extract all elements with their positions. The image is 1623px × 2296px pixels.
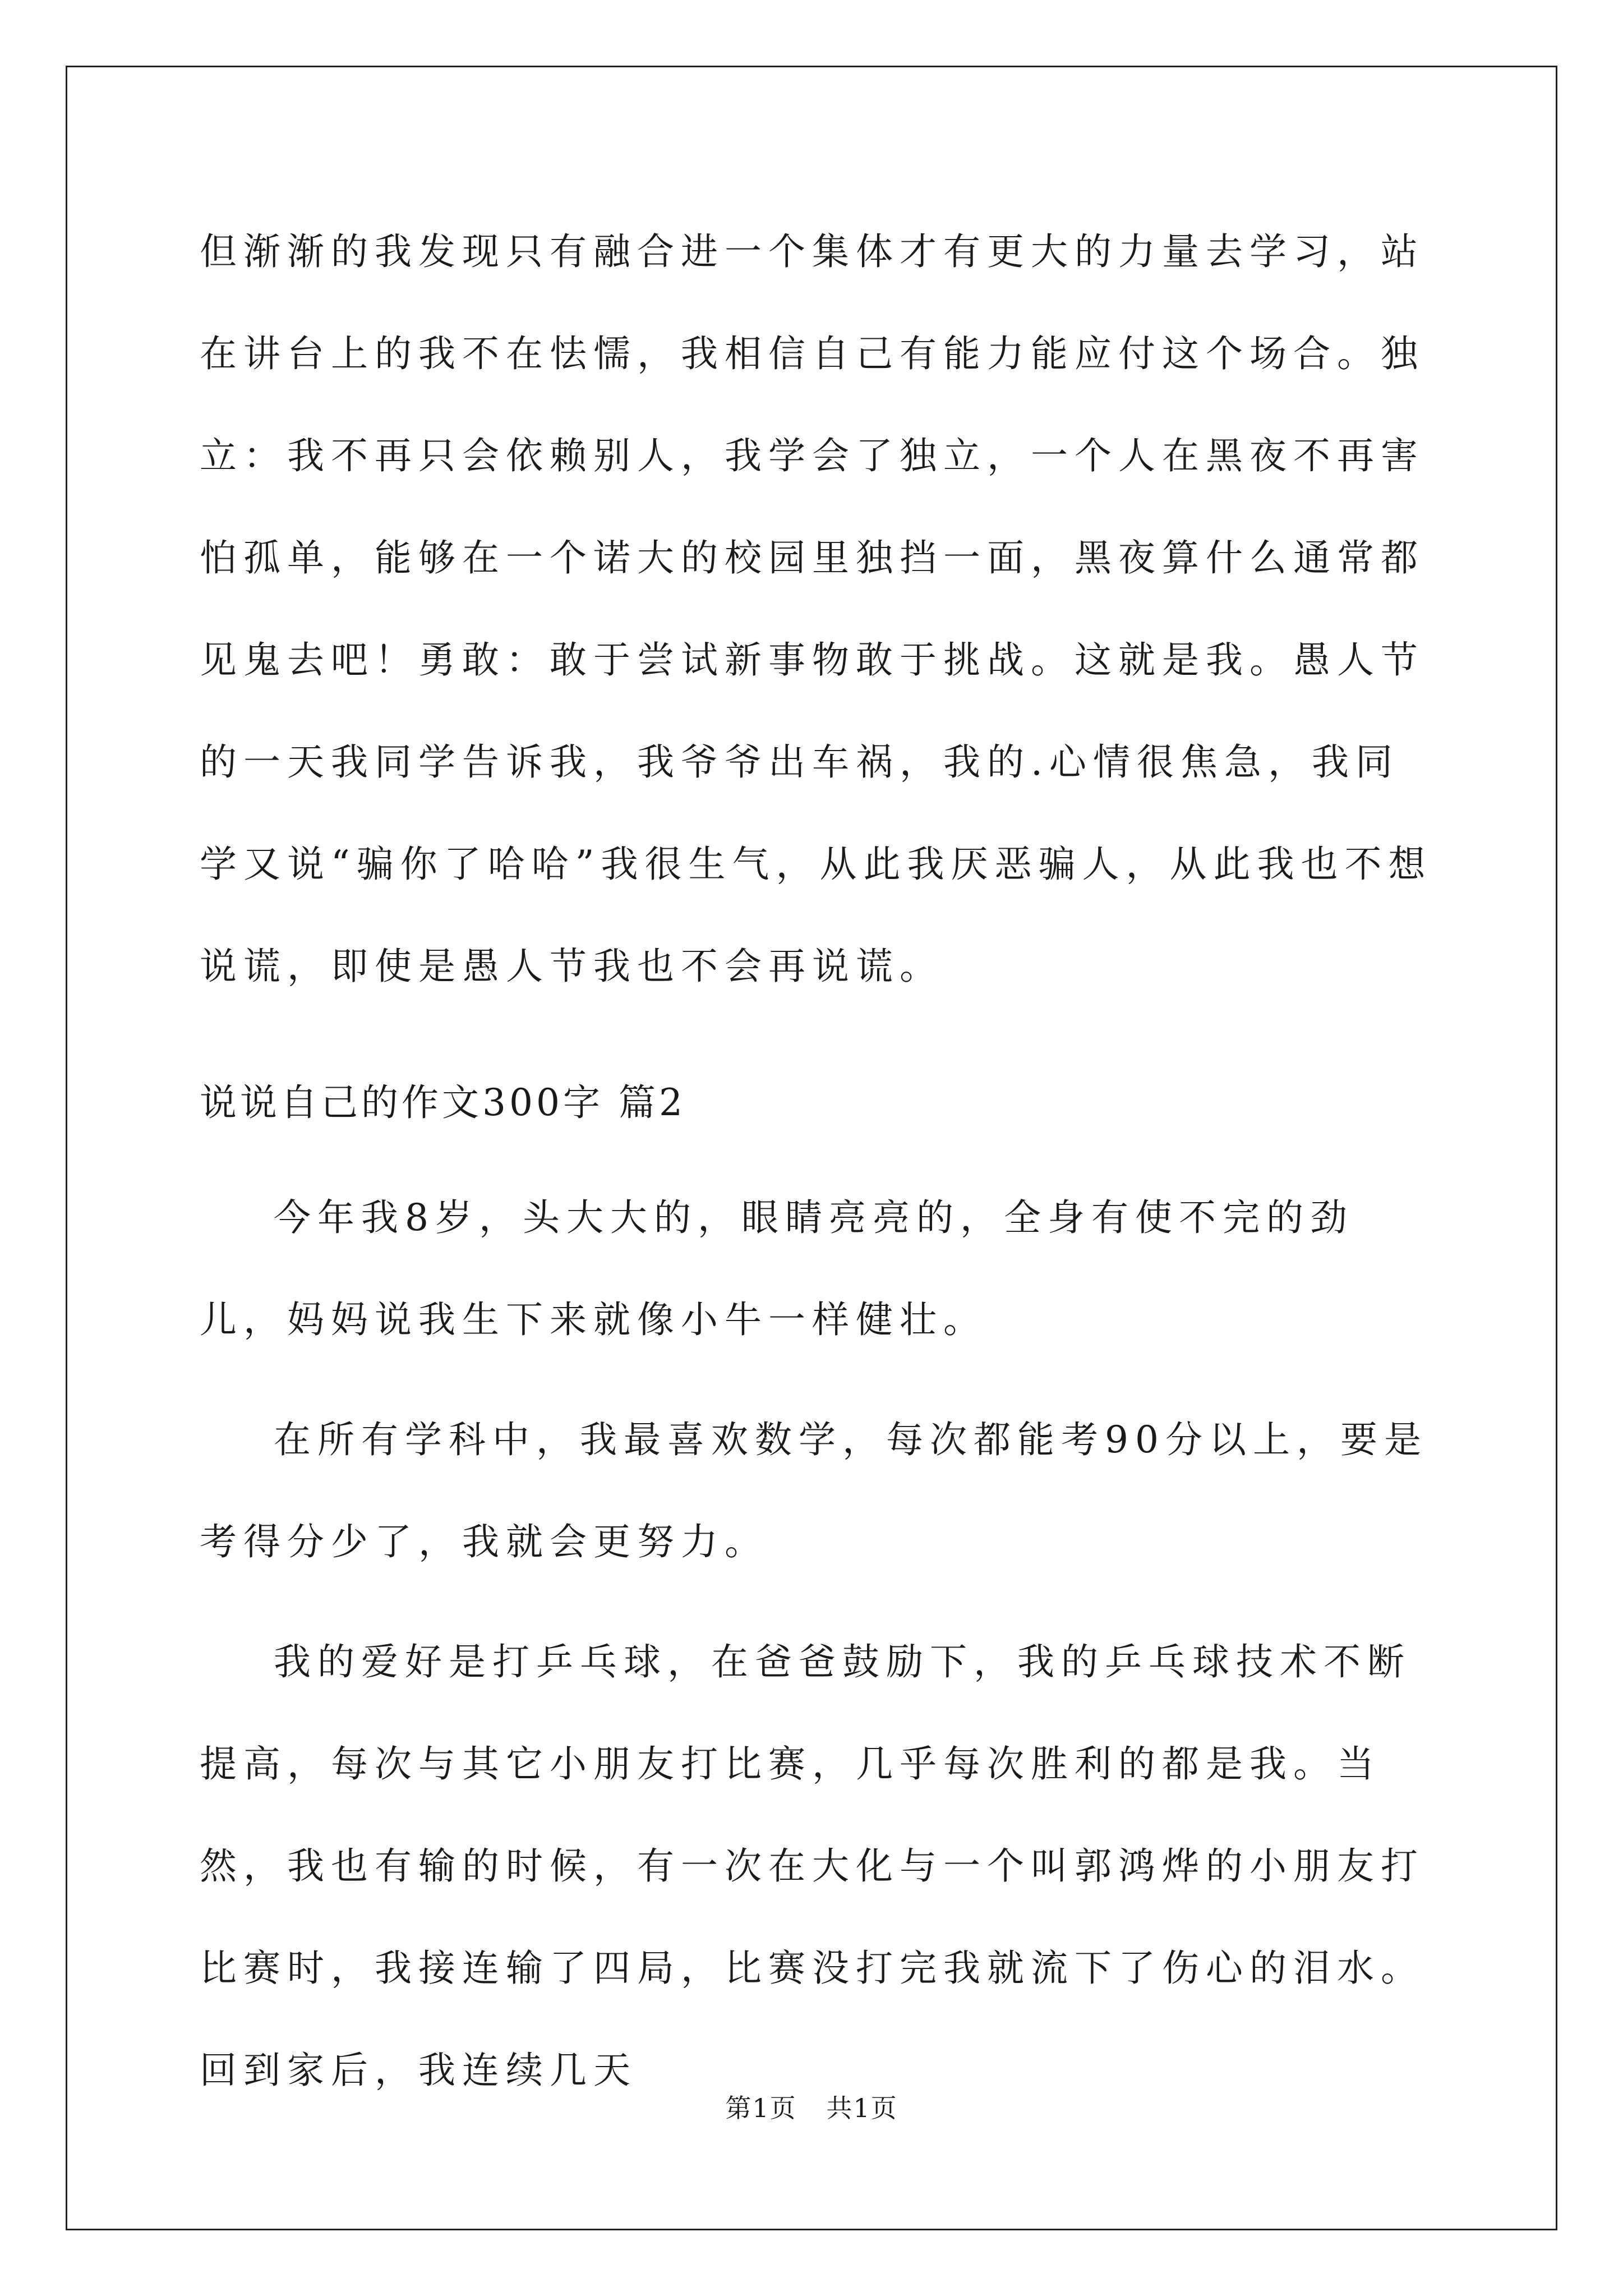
page-footer	[0, 2088, 1623, 2125]
paragraph-2: 今年我8岁，头大大的，眼睛亮亮的，全身有使不完的劲儿，妈妈说我生下来就像小牛一样健壮。	[200, 1196, 1354, 1341]
page-number: 第1页	[725, 2093, 797, 2123]
section-heading: 说说自己的作文300字 篇2	[200, 1081, 686, 1124]
paragraph-3: 在所有学科中，我最喜欢数学，每次都能考90分以上，要是考得分少了，我就会更努力。	[200, 1418, 1428, 1563]
page-total: 共1页	[826, 2093, 898, 2123]
paragraph-4: 我的爱好是打乒乓球，在爸爸鼓励下，我的乒乓球技术不断提高，每次与其它小朋友打比赛，几乎每次胜利的都是我。当然，我也有输的时候，有一次在大化与一个叫郭鸿烨的小朋友打比赛时，我接连输了四局，比赛没打完我就流下了伤心的泪水。回到家后，我连续几天	[200, 1640, 1424, 2092]
paragraph-1: 但渐渐的我发现只有融合进一个集体才有更大的力量去学习，站在讲台上的我不在怯懦，我相信自己有能力能应付这个场合。独立：我不再只会依赖别人，我学会了独立，一个人在黑夜不再害怕孤单，能够在一个诺大的校园里独挡一面，黑夜算什么通常都见鬼去吧！勇敢：敢于尝试新事物敢于挑战。这就是我。愚人节的一天我同学告诉我，我爷爷出车祸，我的.心情很焦急，我同学又说“骗你了哈哈”我很生气，从此我厌恶骗人，从此我也不想说谎，即使是愚人节我也不会再说谎。	[200, 230, 1432, 988]
